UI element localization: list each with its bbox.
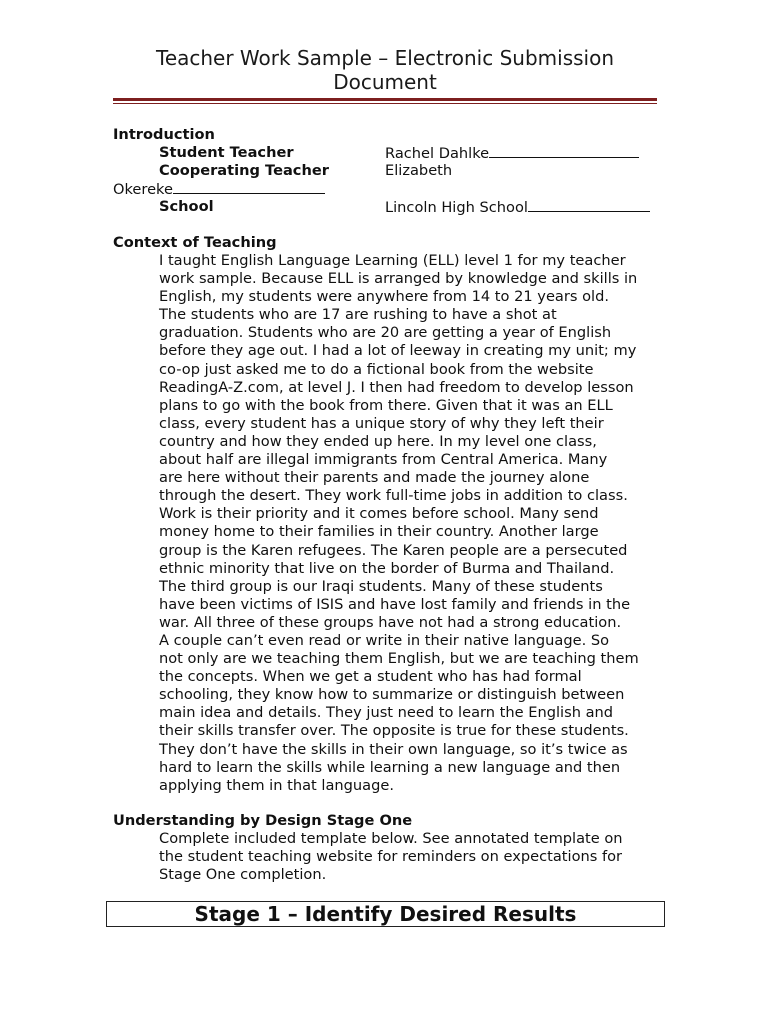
context-line: about half are illegal immigrants from Central America. Many xyxy=(159,451,608,469)
ubd-heading: Understanding by Design Stage One xyxy=(113,812,413,829)
context-line: ethnic minority that live on the border of Burma and Thailand. xyxy=(159,559,615,577)
stage1-title: Stage 1 – Identify Desired Results xyxy=(194,902,577,926)
context-line: schooling, they know how to summarize or distinguish between xyxy=(159,686,625,704)
context-line: English, my students were anywhere from 14 to 21 years old. xyxy=(159,288,609,306)
context-line: The third group is our Iraqi students. Many of these students xyxy=(159,577,603,595)
context-heading: Context of Teaching xyxy=(113,234,277,251)
context-line: not only are we teaching them English, but we are teaching them xyxy=(159,650,639,668)
context-line: war. All three of these groups have not had a strong education. xyxy=(159,613,622,631)
context-line: Work is their priority and it comes before school. Many send xyxy=(159,505,599,523)
context-line: The students who are 17 are rushing to have a shot at xyxy=(159,306,557,324)
context-line: A couple can’t even read or write in their native language. So xyxy=(159,631,610,649)
context-line: their skills transfer over. The opposite is true for these students. xyxy=(159,722,629,740)
context-line: country and how they ended up here. In my level one class, xyxy=(159,432,597,450)
ubd-line: the student teaching website for reminders on expectations for xyxy=(159,848,623,866)
ubd-paragraph xyxy=(159,830,659,884)
context-line: have been victims of ISIS and have lost family and friends in the xyxy=(159,595,631,613)
student-teacher-value: Rachel Dahlke xyxy=(385,145,490,162)
cooperating-teacher-underline xyxy=(173,180,325,194)
document-title xyxy=(0,46,770,94)
context-line: ReadingA-Z.com, at level J. I then had freedom to develop lesson xyxy=(159,378,634,396)
cooperating-teacher-field xyxy=(113,180,325,199)
context-line: group is the Karen refugees. The Karen people are a persecuted xyxy=(159,541,628,559)
cooperating-teacher-value-last: Okereke xyxy=(113,181,173,198)
document-title-line2: Document xyxy=(333,70,437,94)
context-line: main idea and details. They just need to learn the English and xyxy=(159,704,614,722)
title-divider-thick xyxy=(113,98,657,101)
context-line: plans to go with the book from there. Given that it was an ELL xyxy=(159,396,613,414)
ubd-line: Stage One completion. xyxy=(159,866,327,884)
context-paragraph xyxy=(159,252,659,795)
context-line: class, every student has a unique story of why they left their xyxy=(159,414,604,432)
context-line: are here without their parents and made the journey alone xyxy=(159,469,590,487)
student-teacher-field xyxy=(385,144,639,163)
cooperating-teacher-label: Cooperating Teacher xyxy=(159,162,329,179)
context-line: the concepts. When we get a student who has had formal xyxy=(159,668,582,686)
stage1-title-box xyxy=(106,901,665,927)
school-label: School xyxy=(159,198,214,215)
ubd-line: Complete included template below. See annotated template on xyxy=(159,830,623,847)
introduction-heading: Introduction xyxy=(113,126,215,143)
student-teacher-label: Student Teacher xyxy=(159,144,294,161)
context-line: applying them in that language. xyxy=(159,776,394,794)
context-line: money home to their families in their country. Another large xyxy=(159,523,599,541)
context-line: co-op just asked me to do a fictional book from the website xyxy=(159,360,594,378)
school-value: Lincoln High School xyxy=(385,199,528,216)
context-line: hard to learn the skills while learning a new language and then xyxy=(159,758,621,776)
context-line: I taught English Language Learning (ELL) level 1 for my teacher xyxy=(159,252,626,269)
context-line: before they age out. I had a lot of leeway in creating my unit; my xyxy=(159,342,637,360)
context-line: work sample. Because ELL is arranged by knowledge and skills in xyxy=(159,270,638,288)
cooperating-teacher-value-first: Elizabeth xyxy=(385,162,453,179)
context-line: through the desert. They work full-time jobs in addition to class. xyxy=(159,487,628,505)
document-title-line1: Teacher Work Sample – Electronic Submission xyxy=(156,46,614,70)
school-underline xyxy=(528,198,650,212)
context-line: graduation. Students who are 20 are getting a year of English xyxy=(159,324,612,342)
student-teacher-underline xyxy=(489,144,639,158)
school-field xyxy=(385,198,650,217)
title-divider-thin xyxy=(113,103,657,104)
context-line: They don’t have the skills in their own language, so it’s twice as xyxy=(159,740,628,758)
